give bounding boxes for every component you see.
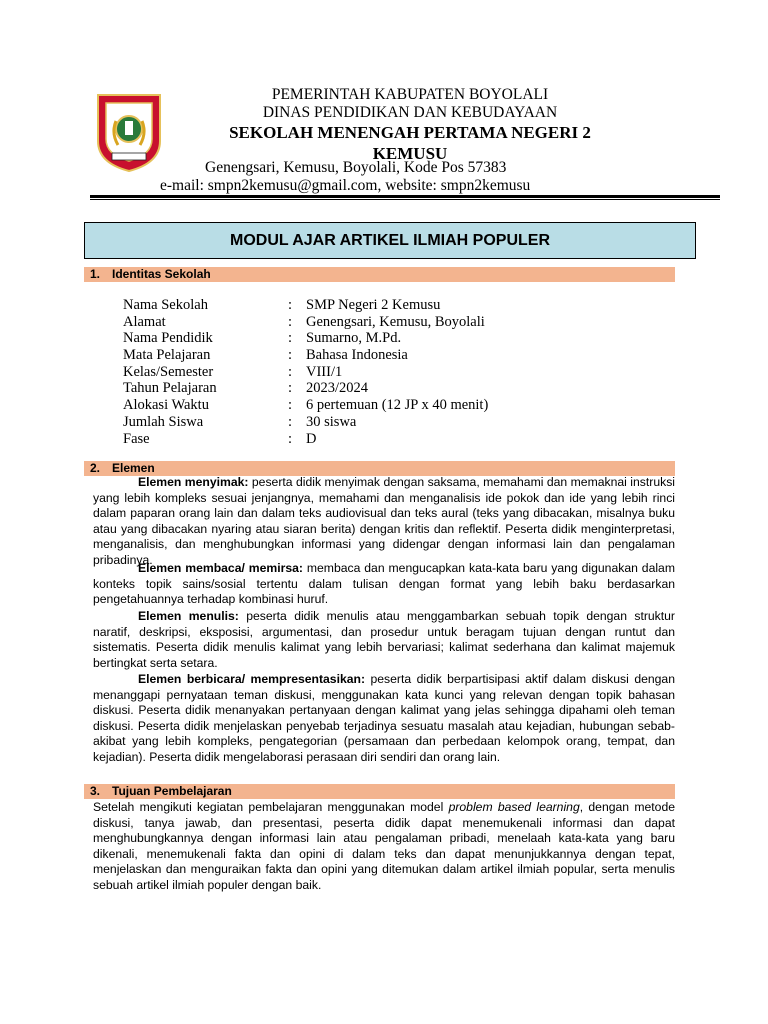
identity-row: Jumlah Siswa : 30 siswa [123, 413, 357, 430]
identity-row: Kelas/Semester : VIII/1 [123, 363, 343, 380]
section-tujuan-header [84, 784, 675, 799]
school-name-line1: SEKOLAH MENENGAH PERTAMA NEGERI 2 [229, 123, 591, 142]
section-title: Identitas Sekolah [112, 267, 211, 281]
school-contact: e-mail: smpn2kemusu@gmail.com, website: smpn2kemusu [160, 177, 531, 194]
school-name-line2: KEMUSU [372, 144, 448, 163]
section-number: 2. [90, 461, 101, 475]
identity-row: Tahun Pelajaran : 2023/2024 [123, 380, 369, 397]
school-address: Genengsari, Kemusu, Boyolali, Kode Pos 57383 [205, 159, 507, 176]
section-title: Elemen [112, 461, 155, 475]
header-rule-thin [90, 199, 720, 200]
identity-row: Alamat : Genengsari, Kemusu, Boyolali [123, 313, 485, 330]
department-name: DINAS PENDIDIKAN DAN KEBUDAYAAN [262, 104, 558, 121]
section-title: Tujuan Pembelajaran [112, 784, 232, 798]
elemen-membaca-paragraph: Elemen membaca/ memirsa: membaca dan mengucapkan kata-kata baru yang digunakan dalam konteks topik sains/sosial tertentu dalam tulisan dengan format yang lebih baku berdasarkan pengetahuannya terhadap kombinasi huruf. [93, 561, 675, 607]
elemen-term: Elemen menulis: [138, 609, 239, 623]
section-identitas-header [84, 267, 675, 282]
model-name: problem based learning [448, 800, 580, 814]
letterhead [150, 86, 670, 164]
elemen-term: Elemen menyimak: [138, 475, 249, 489]
identity-row: Mata Pelajaran : Bahasa Indonesia [123, 347, 408, 364]
section-number: 1. [90, 267, 101, 281]
document-title: MODUL AJAR ARTIKEL ILMIAH POPULER [229, 231, 550, 249]
identity-row: Fase : D [123, 430, 317, 447]
elemen-menyimak-paragraph: Elemen menyimak: peserta didik menyimak dengan saksama, memahami dan memaknai instruksi yang lebih kompleks sesuai jenjangnya, memahami dan menganalisis ide pokok dan ide yang lebih rinci dalam paparan orang lain dan dalam teks audiovisual dan teks aural (teks yang dibacakan, misalnya buku atau yang dibacakan nyaring atau siaran berita) dengan kritis dan reflektif. Peserta didik menginterpretasi, menganalisis, dan menghubungkan informasi yang didengar dengan informasi lain dan pengalaman pribadinya. [93, 475, 675, 567]
elemen-menulis-paragraph: Elemen menulis: peserta didik menulis atau menggambarkan sebuah topik dengan struktur naratif, deskripsi, eksposisi, argumentasi, dan prosedur untuk beragam tujuan dengan runtut dan sistematis. Peserta didik menulis kalimat yang lebih bervariasi; kalimat sederhana dan kalimat majemuk bertingkat serta setara. [93, 609, 675, 670]
tujuan-paragraph: Setelah mengikuti kegiatan pembelajaran menggunakan model problem based learning, dengan metode diskusi, tanya jawab, dan presentasi, peserta didik dapat menemukenali informasi dan dapat menghubungkannya dengan informasi lain atau pengalaman pribadi, menelaah kata-kata yang baru dikenali, menemukenali fakta dan opini di dalam teks dan dapat menunjukkannya dengan tepat, menjelaskan dan menguraikan fakta dan opini yang ditemukan dalam artikel ilmiah popular, serta menulis sebuah artikel ilmiah populer dengan baik. [93, 800, 676, 892]
identity-row: Nama Sekolah : SMP Negeri 2 Kemusu [123, 297, 441, 313]
document-title-box [84, 222, 696, 259]
section-number: 3. [90, 784, 101, 798]
identity-row: Nama Pendidik : Sumarno, M.Pd. [123, 330, 402, 347]
identity-table [123, 297, 488, 447]
elemen-term: Elemen membaca/ memirsa: [138, 561, 303, 575]
header-rule-thick [90, 195, 720, 198]
identity-row: Alokasi Waktu : 6 pertemuan (12 JP x 40 menit) [123, 397, 489, 414]
section-elemen-header [84, 461, 675, 476]
elemen-term: Elemen berbicara/ mempresentasikan: [138, 672, 366, 686]
government-name: PEMERINTAH KABUPATEN BOYOLALI [271, 86, 549, 103]
elemen-berbicara-paragraph: Elemen berbicara/ mempresentasikan: peserta didik berpartisipasi aktif dalam diskusi dengan menanggapi pernyataan teman diskusi, menggunakan kata kunci yang relevan dengan topik bahasan diskusi. Peserta didik menanyakan pertanyaan dengan kalimat yang jelas sehingga dipahami oleh teman diskusi. Peserta didik menjelaskan penyebab terjadinya sesuatu masalah atau kejadian, hubungan sebab-akibat yang lebih kompleks, pengategorian (persamaan dan perbedaan kelompok orang, tempat, dan kejadian). Peserta didik mengelaborasi perasaan diri sendiri dan orang lain. [93, 672, 675, 764]
